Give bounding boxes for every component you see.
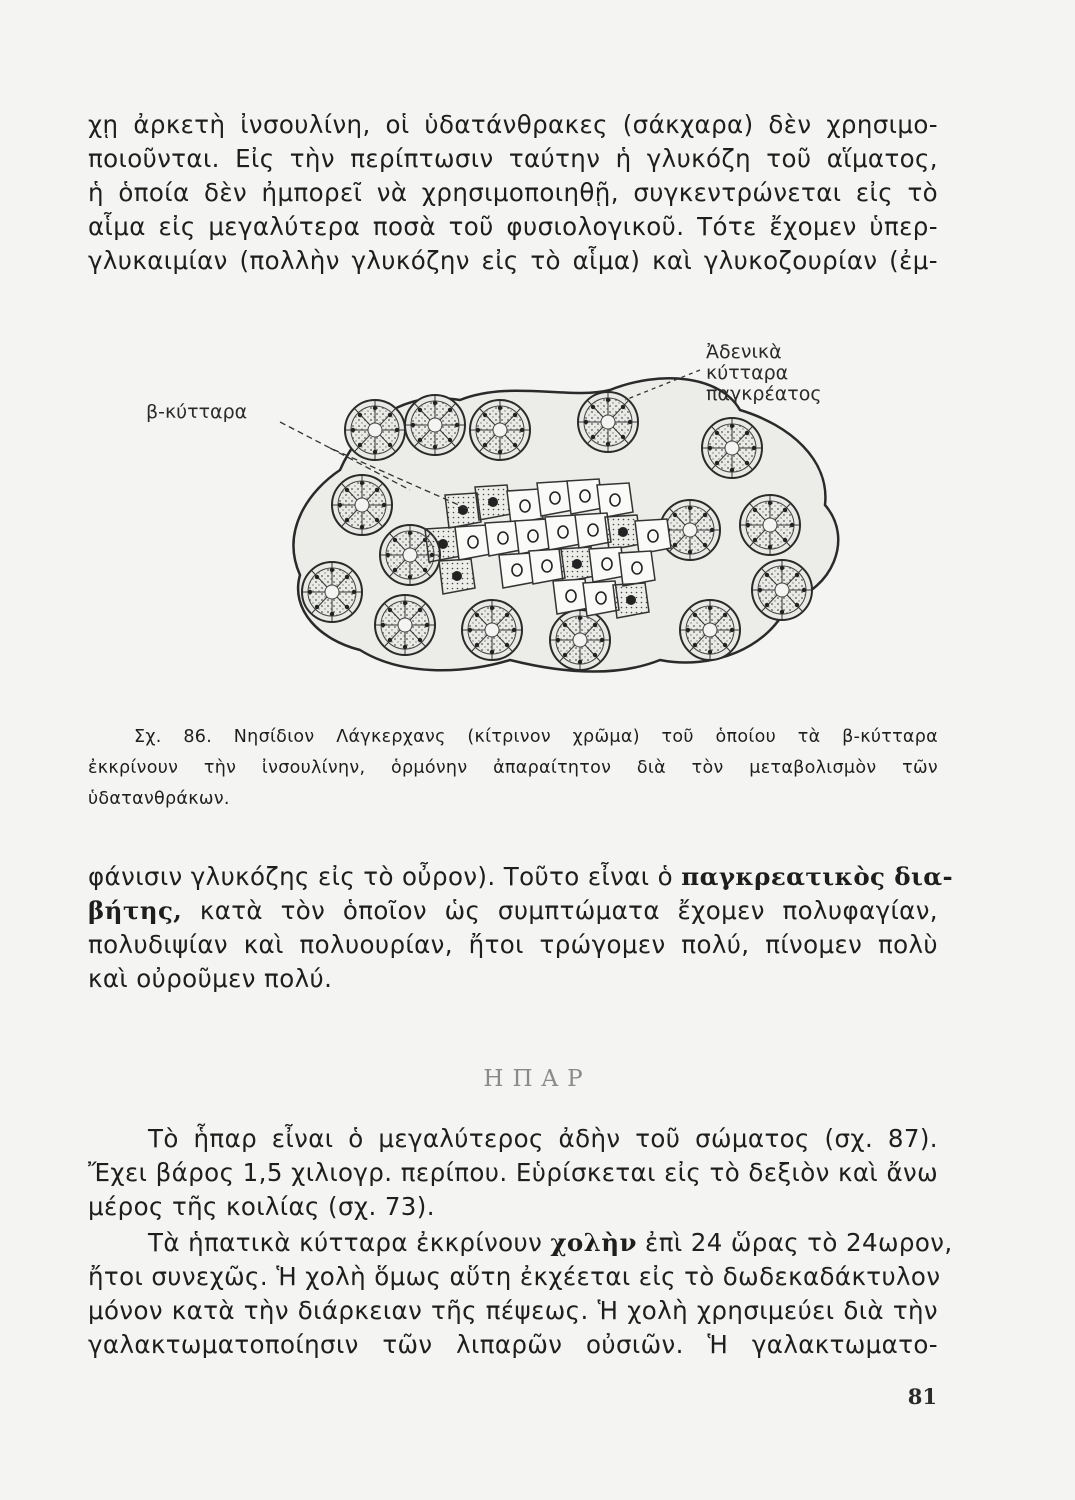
text-line: ἤτοι συνεχῶς. Ἡ χολὴ ὅμως αὕτη ἐκχέεται εἰς τὸ δωδεκαδάκτυλον (88, 1262, 941, 1291)
text-line: καὶ οὐροῦμεν πολύ. (88, 964, 333, 993)
acinar-cell-group (345, 400, 405, 460)
acinar-cell-group (550, 610, 610, 670)
text-line: γαλακτωματοποίησιν τῶν λιπαρῶν οὐσιῶν. Ἡ γαλακτωματο- (88, 1330, 938, 1359)
bold-term: χολὴν (550, 1228, 637, 1257)
text-run: ἐπὶ 24 ὥρας τὸ 24ωρον, (636, 1228, 953, 1257)
text-line: πολυδιψίαν καὶ πολυουρίαν, ἤτοι τρώγομεν πολύ, πίνομεν πολὺ (88, 930, 938, 959)
text-line (88, 894, 938, 928)
text-line: χῃ ἀρκετὴ ἰνσουλίνη, οἱ ὑδατάνθρακες (σάκχαρα) δὲν χρησιμο- (88, 110, 938, 139)
acinar-cell-group (740, 495, 800, 555)
liver-paragraph-1 (88, 1122, 938, 1224)
acinar-cell-group (405, 395, 465, 455)
acinar-cell-group (302, 562, 362, 622)
text-line: ποιοῦνται. Εἰς τὴν περίπτωσιν ταύτην ἡ γλυκόζη τοῦ αἵματος, (88, 144, 938, 173)
acinar-cell-group (332, 475, 392, 535)
text-line: ἡ ὁποία δὲν ἠμπορεῖ νὰ χρησιμοποιηθῇ, συγκεντρώνεται εἰς τὸ (88, 178, 938, 207)
acinar-cell-group (752, 560, 812, 620)
acinar-cell-group (470, 400, 530, 460)
text-line: Τὸ ἧπαρ εἶναι ὁ μεγαλύτερος ἀδὴν τοῦ σώματος (σχ. 87). (148, 1124, 938, 1153)
label-line: κύτταρα (706, 362, 789, 384)
text-line: αἷμα εἰς μεγαλύτερα ποσὰ τοῦ φυσιολογικοῦ. Τότε ἔχομεν ὑπερ- (88, 212, 938, 241)
label-line: παγκρέατος (706, 383, 822, 405)
text-line (88, 1226, 953, 1260)
caption-line: ἐκκρίνουν τὴν ἰνσουλίνην, ὁρμόνην ἀπαραίτητον διὰ τὸν μεταβολισμὸν τῶν (88, 758, 938, 778)
label-line: Ἀδενικὰ (706, 341, 782, 363)
acinar-cell-group (375, 595, 435, 655)
caption-line: ὑδατανθράκων. (88, 789, 230, 809)
figure-label-beta-cells: β-κύτταρα (146, 401, 248, 423)
acinar-cell-group (578, 392, 638, 452)
text-run: κατὰ τὸν ὁποῖον ὡς συμπτώματα ἔχομεν πολυφαγίαν, (182, 896, 938, 925)
figure-caption (88, 722, 938, 815)
liver-paragraph-2 (88, 1226, 953, 1362)
text-line: μόνον κατὰ τὴν διάρκειαν τῆς πέψεως. Ἡ χολὴ χρησιμεύει διὰ τὴν (88, 1296, 938, 1325)
page-number: 81 (907, 1384, 937, 1409)
acinar-cell-group (702, 418, 762, 478)
text-line (88, 860, 954, 894)
text-line: γλυκαιμίαν (πολλὴν γλυκόζην εἰς τὸ αἷμα) καὶ γλυκοζουρίαν (ἐμ- (88, 246, 938, 275)
caption-line: Σχ. 86. Νησίδιον Λάγκερχανς (κίτρινον χρῶμα) τοῦ ὁποίου τὰ β-κύτταρα (134, 727, 938, 747)
text-line: Ἔχει βάρος 1,5 χιλιογρ. περίπου. Εὑρίσκεται εἰς τὸ δεξιὸν καὶ ἄνω (88, 1158, 938, 1187)
text-run: Τὰ ἡπατικὰ κύτταρα ἐκκρίνουν (148, 1228, 551, 1257)
figure-label-acinar-cells (706, 342, 821, 405)
top-paragraph (88, 108, 938, 278)
middle-paragraph (88, 860, 954, 996)
text-run: φάνισιν γλυκόζης εἰς τὸ οὖρον). Τοῦτο εἶναι ὁ (88, 862, 682, 891)
section-heading: ΗΠΑΡ (483, 1066, 592, 1092)
acinar-cell-group (462, 600, 522, 660)
text-line: μέρος τῆς κοιλίας (σχ. 73). (88, 1192, 435, 1221)
bold-term: παγκρεατικὸς δια- (681, 862, 954, 891)
bold-term: βήτης, (88, 896, 183, 925)
acinar-cell-group (680, 600, 740, 660)
